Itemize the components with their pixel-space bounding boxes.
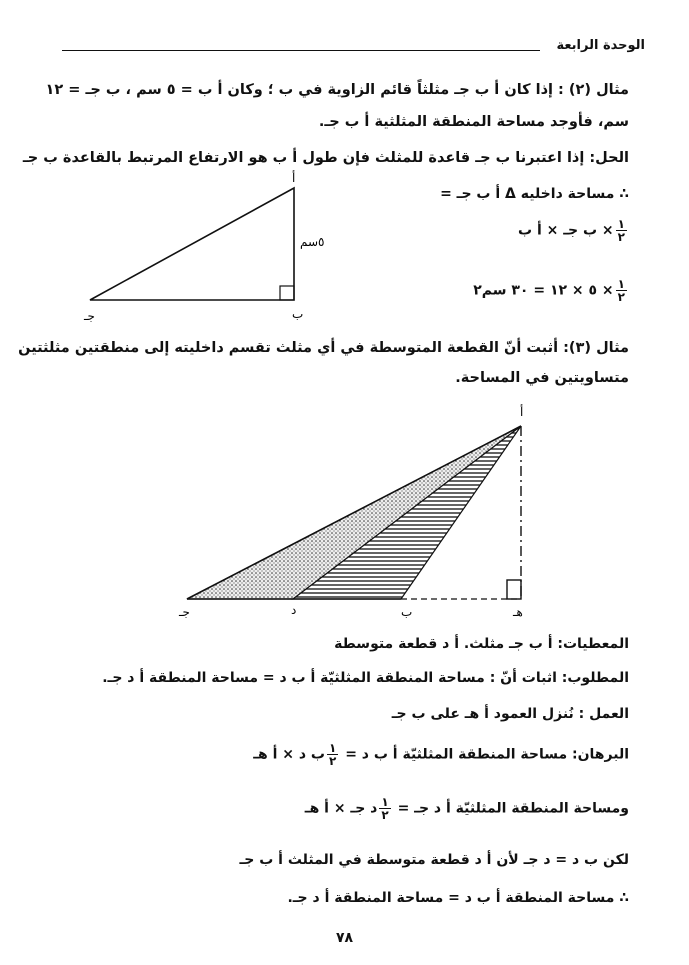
half-fraction: $\frac{١}{٢}$ — [329, 741, 337, 768]
example2-line2: سم، فأوجد مساحة المنطقة المثلثية أ ب جـ. — [318, 114, 629, 130]
triangle-abc — [90, 188, 294, 300]
header-rule — [62, 50, 540, 51]
median-triangle-figure — [175, 400, 545, 630]
example2-step1: ∴ مساحة داخليه Δ أ ب جـ = — [440, 186, 629, 202]
right-angle-mark — [507, 580, 521, 599]
example2-step3: $\frac{١}{٢}$ × ٥ × ١٢ = ٣٠ سم٢ — [473, 277, 625, 304]
vertex-c-label: جـ — [179, 605, 190, 619]
vertex-d-label: د — [291, 603, 297, 617]
example2-solution: الحل: إذا اعتبرنا ب جـ قاعدة للمثلث فإن طول أ ب هو الارتفاع المرتبط بالقاعدة ب جـ — [22, 150, 629, 166]
half-fraction: $\frac{١}{٢}$ — [617, 277, 625, 304]
example2-step2: $\frac{١}{٢}$ × ب جـ × أ ب — [518, 217, 625, 244]
proof-step2: ومساحة المنطقة المثلثيّة أ د جـ = $\frac{١}{٢}$ د جـ × أ هـ — [304, 795, 629, 822]
example2-line1: مثال (٢) : إذا كان أ ب جـ مثلثاً قائم الزاوية في ب ؛ وكان أ ب = ٥ سم ، ب جـ = ١٢ — [45, 82, 629, 98]
vertex-b-label: ب — [292, 307, 304, 321]
half-fraction: $\frac{١}{٢}$ — [617, 217, 625, 244]
page-number: ٧٨ — [335, 930, 354, 946]
side-ab-length: ٥سم — [300, 235, 325, 249]
median-reason: لكن ب د = د جـ لأن أ د قطعة متوسطة في المثلث أ ب جـ — [239, 852, 629, 868]
vertex-c-label: جـ — [84, 309, 95, 323]
half-fraction: $\frac{١}{٢}$ — [381, 795, 389, 822]
given: المعطيات: أ ب جـ مثلث. أ د قطعة متوسطة — [334, 636, 629, 652]
proof-step1: البرهان: مساحة المنطقة المثلثيّة أ ب د = $\frac{١}{٢}$ ب د × أ هـ — [253, 741, 629, 768]
vertex-h-label: هـ — [513, 605, 523, 619]
example3-line2: متساويتين في المساحة. — [455, 370, 629, 386]
vertex-b-label: ب — [401, 605, 413, 619]
required: المطلوب: اثبات أنّ : مساحة المنطقة المثلثيّة أ ب د = مساحة المنطقة أ د جـ. — [102, 670, 629, 686]
construction: العمل : نُنزل العمود أ هـ على ب جـ — [391, 706, 629, 722]
vertex-a-label: أ — [292, 171, 296, 185]
example3-line1: مثال (٣): أثبت أنّ القطعة المتوسطة في أي مثلث تقسم داخليته إلى منطقتين مثلثتين — [18, 340, 629, 356]
conclusion: ∴ مساحة المنطقة أ ب د = مساحة المنطقة أ د جـ. — [287, 890, 629, 906]
unit-title: الوحدة الرابعة — [556, 38, 645, 53]
triangle-abd-region — [293, 426, 521, 599]
right-angle-mark — [280, 286, 294, 300]
vertex-a-label: أ — [520, 405, 524, 419]
right-triangle-figure — [70, 168, 330, 328]
